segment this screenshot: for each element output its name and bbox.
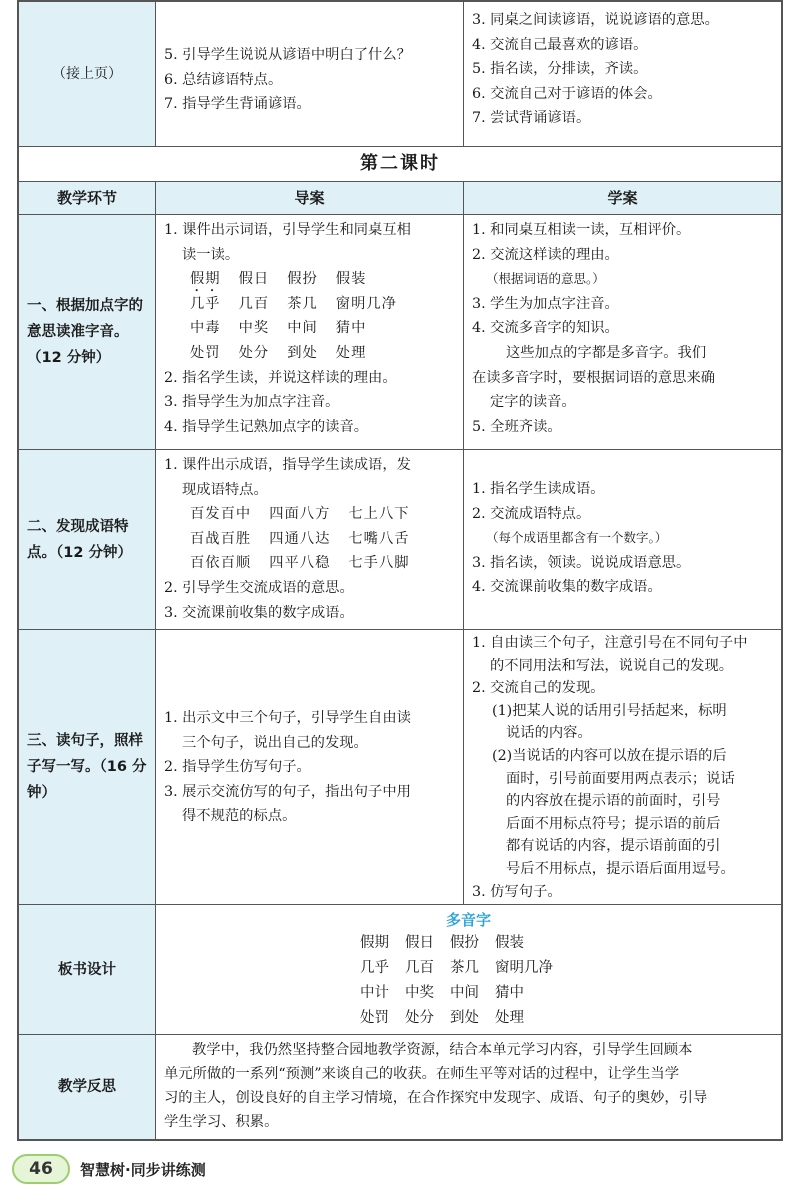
- board-row: [156, 1006, 781, 1031]
- section-1-label-cell: [19, 215, 156, 449]
- study-line: 号后不用标点，提示语后面用逗号。: [506, 860, 735, 877]
- word: 中奖: [238, 320, 270, 337]
- idiom: 百发百中: [190, 506, 252, 523]
- board-row: [156, 981, 781, 1006]
- study-line: 2. 交流成语特点。: [472, 505, 591, 522]
- idiom: 四平八稳: [269, 555, 331, 572]
- board-word: 中间: [450, 985, 479, 1001]
- section-3-study-cell: [464, 630, 781, 904]
- study-line: 1. 自由读三个句子，注意引号在不同句子中: [472, 635, 748, 651]
- continued-guide-line: 7. 指导学生背诵谚语。: [164, 96, 311, 113]
- guide-line: 2. 指名学生读，并说这样读的理由。: [164, 369, 397, 386]
- guide-line: 读一读。: [182, 246, 240, 263]
- study-note: （每个成语里都含有一个数字。）: [486, 530, 668, 546]
- continued-guide-cell: [156, 2, 464, 146]
- idiom: 百依百顺: [190, 555, 252, 572]
- idiom: 四通八达: [269, 530, 331, 547]
- continued-study-line: 5. 指名读，分排读，齐读。: [472, 61, 648, 78]
- section-1-guide-cell: [156, 215, 464, 449]
- board-row: [156, 931, 781, 956]
- word-row: [164, 316, 457, 341]
- board-word: 猜中: [495, 985, 524, 1001]
- study-line: 1. 指名学生读成语。: [472, 481, 605, 497]
- word: 猜中: [335, 320, 367, 337]
- word: 几乎: [190, 295, 221, 312]
- board-title: 多音字: [445, 911, 491, 929]
- continued-guide-line: 5. 引导学生说说从谚语中明白了什么？: [164, 47, 411, 63]
- study-line: 4. 交流多音字的知识。: [472, 320, 619, 337]
- study-line: 说话的内容。: [506, 725, 592, 742]
- idiom: 百战百胜: [190, 530, 252, 547]
- section-2-row: [19, 450, 781, 630]
- continued-label-cell: [19, 2, 156, 146]
- section-1-label: 一、根据加点字的意思读准字音。（12 分钟）: [27, 298, 143, 366]
- word: 假日: [238, 271, 270, 288]
- guide-line: 得不规范的标点。: [182, 808, 297, 825]
- word: 几百: [238, 295, 270, 312]
- idiom: 四面八方: [269, 506, 331, 523]
- reflection-line: 习的主人，创设良好的自主学习情境，在合作探究中发现字、成语、句子的奥妙，引导: [164, 1090, 708, 1106]
- board-content-cell: [156, 905, 781, 1034]
- study-paragraph-line: 这些加点的字都是多音字。我们: [506, 344, 707, 361]
- lesson-plan-table: [17, 0, 783, 1141]
- page-number: 46: [12, 1154, 70, 1184]
- study-line: 2. 交流自己的发现。: [472, 680, 605, 697]
- section-2-study-cell: [464, 450, 781, 629]
- board-word: 中奖: [405, 985, 434, 1001]
- guide-line: 1. 课件出示成语，指导学生读成语，发: [164, 457, 411, 473]
- guide-line: 2. 指导学生仿写句子。: [164, 759, 311, 776]
- reflection-line: 教学中，我仍然坚持整合园地教学资源，结合本单元学习内容，引导学生回顾本: [192, 1042, 693, 1058]
- section-1-study-cell: [464, 215, 781, 449]
- section-1-row: [19, 215, 781, 450]
- guide-line: 三个句子，说出自己的发现。: [182, 734, 368, 751]
- continued-study-cell: [464, 2, 781, 146]
- section-3-guide-cell: [156, 630, 464, 904]
- reflection-line: 单元所做的一系列“预测”来谈自己的收获。在师生平等对话的过程中，让学生当学: [164, 1066, 680, 1082]
- board-word: 假扮: [450, 935, 479, 951]
- study-line: (1)把某人说的话用引号括起来，标明: [492, 702, 727, 719]
- study-line: 5. 全班齐读。: [472, 418, 562, 435]
- board-word: 中计: [360, 985, 389, 1001]
- word: 处理: [335, 344, 367, 361]
- continued-study-line: 3. 同桌之间读谚语，说说谚语的意思。: [472, 12, 719, 28]
- study-line: 1. 和同桌互相读一读，互相评价。: [472, 222, 691, 238]
- study-line: 3. 指名读，领读。说说成语意思。: [472, 554, 691, 571]
- word: 到处: [287, 344, 318, 361]
- word: 假装: [335, 271, 367, 288]
- section-3-label: 三、读句子，照样子写一写。（16 分钟）: [27, 733, 147, 801]
- idiom: 七手八脚: [348, 555, 410, 572]
- board-word: 假装: [495, 935, 524, 951]
- study-note: （根据词语的意思。）: [486, 271, 605, 287]
- study-line: 都有说话的内容，提示语前面的引: [506, 838, 721, 855]
- header-study: 学案: [607, 189, 638, 207]
- section-2-label-cell: [19, 450, 156, 629]
- idiom-row: [164, 502, 457, 527]
- section-3-label-cell: [19, 630, 156, 904]
- study-line: 后面不用标点符号；提示语的前后: [506, 815, 721, 832]
- word: 处罚: [190, 344, 221, 361]
- word: 窗明几净: [335, 295, 397, 312]
- board-word: 几百: [405, 960, 434, 976]
- guide-line: 4. 指导学生记熟加点字的读音。: [164, 418, 369, 435]
- continued-study-line: 6. 交流自己对于谚语的体会。: [472, 85, 662, 102]
- word-row: [164, 341, 457, 366]
- reflection-row: [19, 1035, 781, 1139]
- board-word: 假日: [405, 935, 434, 951]
- section-2-guide-cell: [156, 450, 464, 629]
- guide-line: 3. 交流课前收集的数字成语。: [164, 604, 354, 621]
- page-footer: [12, 1152, 272, 1188]
- continued-study-line: 4. 交流自己最喜欢的谚语。: [472, 36, 648, 53]
- idiom-row: [164, 551, 457, 576]
- study-line: (2)当说话的内容可以放在提示语的后: [492, 747, 727, 764]
- board-label-cell: [19, 905, 156, 1034]
- continued-guide-line: 6. 总结谚语特点。: [164, 71, 283, 88]
- continued-study-line: 7. 尝试背诵谚语。: [472, 110, 591, 127]
- board-word: 处分: [405, 1010, 434, 1026]
- word: 茶几: [287, 295, 318, 312]
- word: 假期: [190, 271, 221, 288]
- reflection-content-cell: [156, 1035, 781, 1139]
- word: 假扮: [287, 271, 318, 288]
- header-guide: 导案: [156, 182, 464, 214]
- study-line: 面时，引号前面要用两点表示；说话: [506, 770, 735, 787]
- reflection-label-cell: [19, 1035, 156, 1139]
- idiom: 七上八下: [348, 506, 410, 523]
- study-paragraph-line: 在读多音字时，要根据词语的意思来确: [472, 369, 716, 386]
- reflection-label: 教学反思: [58, 1079, 116, 1095]
- section-3-row: [19, 630, 781, 905]
- board-row: [156, 956, 781, 981]
- continued-row: [19, 2, 781, 147]
- study-line: 的内容放在提示语的前面时，引号: [506, 793, 721, 810]
- column-header-row: [19, 182, 781, 215]
- board-label: 板书设计: [58, 961, 116, 978]
- study-paragraph-line: 定字的读音。: [490, 394, 576, 411]
- board-word: 到处: [450, 1010, 479, 1026]
- reflection-line: 学生学习、积累。: [164, 1114, 279, 1130]
- section-2-label: 二、发现成语特点。（12 分钟）: [27, 518, 132, 561]
- word: 中间: [287, 320, 318, 337]
- study-line: 3. 仿写句子。: [472, 883, 562, 900]
- board-word: 处罚: [360, 1010, 389, 1026]
- brand-name: 智慧树·同步讲练测: [80, 1161, 206, 1179]
- idiom-row: [164, 527, 457, 552]
- board-word: 窗明几净: [495, 960, 553, 976]
- board-word: 处理: [495, 1010, 524, 1026]
- guide-line: 1. 课件出示词语，引导学生和同桌互相: [164, 222, 411, 238]
- idiom: 七嘴八舌: [348, 530, 410, 547]
- study-line: 4. 交流课前收集的数字成语。: [472, 579, 662, 596]
- board-word: 茶几: [450, 960, 479, 976]
- word-row: [164, 267, 457, 292]
- guide-line: 2. 引导学生交流成语的意思。: [164, 579, 354, 596]
- study-line: 3. 学生为加点字注音。: [472, 295, 619, 312]
- guide-line: 1. 出示文中三个句子，引导学生自由读: [164, 710, 411, 726]
- board-word: 假期: [360, 935, 389, 951]
- guide-line: 3. 指导学生为加点字注音。: [164, 394, 340, 411]
- guide-line: 3. 展示交流仿写的句子，指出句子中用: [164, 783, 411, 800]
- continued-label: （接上页）: [52, 66, 122, 82]
- lesson-title: 第二课时: [19, 147, 781, 182]
- word: 中毒: [190, 320, 221, 337]
- board-word: 几乎: [360, 960, 389, 976]
- guide-line: 现成语特点。: [182, 481, 268, 498]
- board-design-row: [19, 905, 781, 1035]
- word-row: [164, 292, 457, 317]
- study-line: 的不同用法和写法，说说自己的发现。: [490, 657, 734, 674]
- study-line: 2. 交流这样读的理由。: [472, 246, 619, 263]
- header-stage: 教学环节: [19, 182, 156, 214]
- word: 处分: [238, 344, 270, 361]
